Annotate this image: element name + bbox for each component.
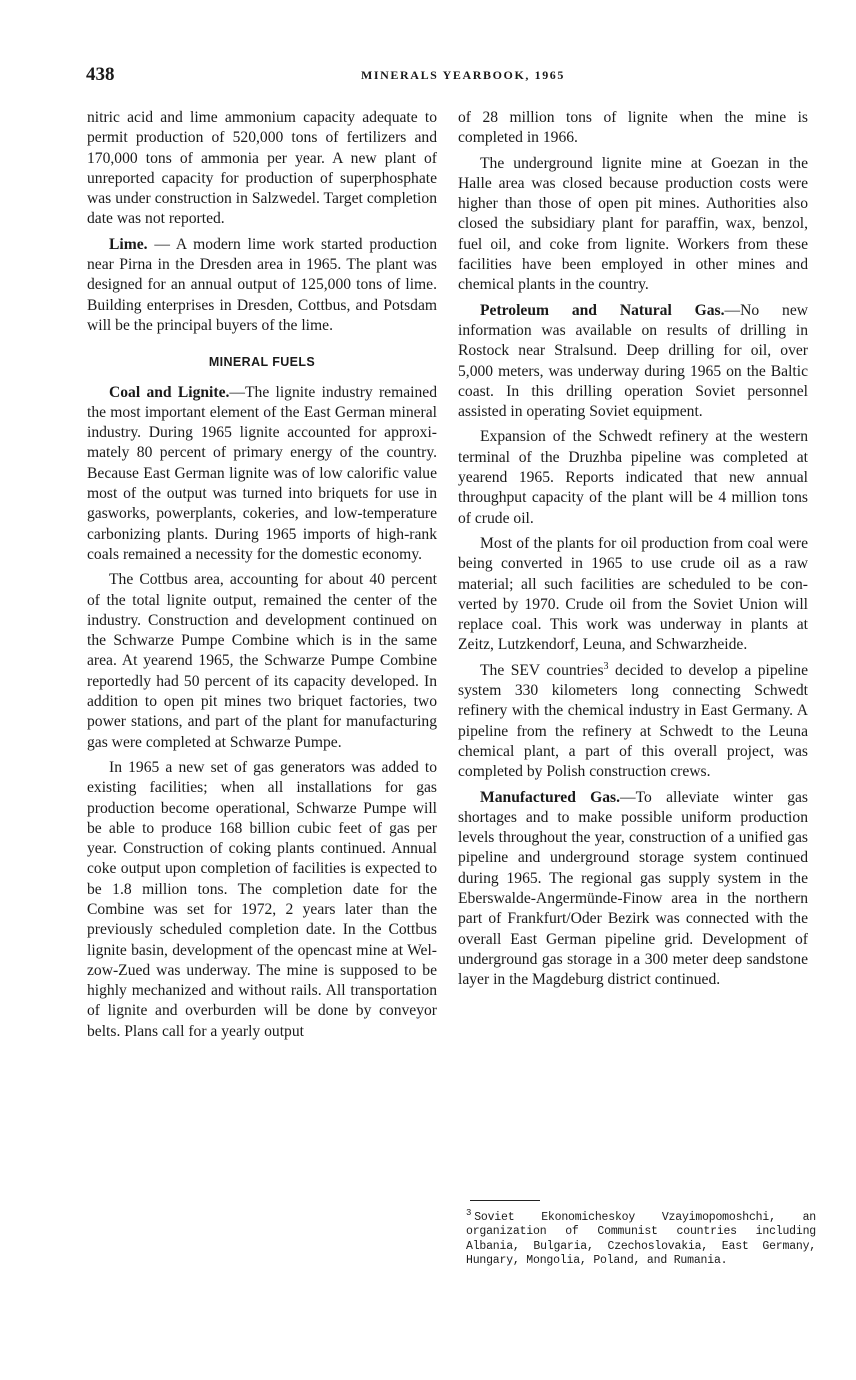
paragraph-text: —No new information was available on results of drilling in Rostock near Stralsund. Deep drilling for oil, over 5,000 meters, was underway during 1965 on the Baltic coast. In this drilling operation Soviet personnel assisted in operating Soviet equipment. xyxy=(458,301,809,421)
run-in-heading-petroleum: Petroleum and Natural Gas. xyxy=(480,301,725,319)
paragraph: The Cottbus area, accounting for about 40 percent of the total lignite output, remained the center of the industry. Construction and development continued on the Schwarze Pumpe Combine which is in the same area. At yearend 1965, the Schwarze Pumpe Combine reportedly had 50 percent of its capacity developed. In addition to open pit mines two briquet factories, two power stations, and part of the plant for manufacturing gas were completed at Schwarze Pumpe. xyxy=(87,571,437,751)
paragraph: The underground lignite mine at Goezan in the Halle area was closed because production costs were higher than those of open pit mines. Authorities also closed the subsidiary plant for paraffin, wax, benzol, fuel oil, and coke from lignite. Workers from these facilities have been employed in other mines and chemical plants in the country. xyxy=(458,154,808,294)
paragraph-text: — A modern lime work started production near Pirna in the Dresden area in 1965. The plant was designed for an annual output of 125,000 tons of lime. Building enterprises in Dresden, Cottbus, and Potsdam will be the principal buyers of the lime. xyxy=(87,235,437,334)
footnote-text: Soviet Ekonomicheskoy Vzayimopomoshchi, an organization of Communist countries including Albania, Bulgaria, Czechoslovakia, East Germany, Hungary, Mongolia, Poland, and Rumania. xyxy=(466,1210,816,1268)
run-in-heading-manufactured-gas: Manufactured Gas. xyxy=(480,788,621,806)
paragraph-manufactured-gas xyxy=(458,788,808,991)
paragraph-lime xyxy=(87,235,437,336)
paragraph-coal-lignite xyxy=(87,383,437,566)
page-number: 438 xyxy=(86,64,115,85)
running-title: MINERALS YEARBOOK, 1965 xyxy=(360,68,566,82)
paragraph-text: —The lignite industry remained the most important element of the East German mineral industry. During 1965 lignite accounted for approximately 80 percent of primary energy of the country. Because East German lignite was of low calorific value most of the output was turned into briquets for use in gasworks, powerplants, cokeries, and low-temperature carbonizing plants. During 1965 imports of high-rank coals remained a necessity for the domestic economy. xyxy=(87,383,437,563)
paragraph-petroleum xyxy=(458,301,808,423)
paragraph: Most of the plants for oil production from coal were being converted in 1965 to use crude oil as a raw material; all such facilities are scheduled to be converted by 1970. Crude oil from the Soviet Union will replace coal. This work was underway in plants at Zeitz, Lutzkendorf, Leuna, and Schwarzheide. xyxy=(458,534,808,654)
footnote-mark: 3 xyxy=(466,1208,472,1218)
paragraph-text: decided to develop a pipeline system 330 kilometers long connecting Schwedt refinery with the chemical industry in East Germany. A pipeline from the refinery at Schwedt to the Leuna chemical plant, a part of this overall project, was completed by Polish construction crews. xyxy=(458,661,808,781)
run-in-heading-coal-lignite: Coal and Lignite. xyxy=(109,383,230,401)
paragraph: of 28 million tons of lignite when the mine is completed in 1966. xyxy=(458,109,808,147)
section-heading-mineral-fuels: MINERAL FUELS xyxy=(208,355,316,370)
footnote-divider xyxy=(470,1200,540,1201)
run-in-heading-lime: Lime. xyxy=(109,235,148,253)
paragraph-sev xyxy=(458,661,808,783)
paragraph: nitric acid and lime ammonium capacity adequate to permit production of 520,000 tons of fertilizers and 170,000 tons of ammonia per year. A new plant of unreported capacity for production of superphosphate was under construction in Salzwedel. Target completion date was not reported. xyxy=(87,109,437,228)
page-header xyxy=(86,64,840,90)
paragraph-text: —To alleviate winter gas shortages and to make possible uniform production levels throughout the year, construction of a unified gas pipeline and underground storage system continued during 1965. The regional gas supply system in the Eberswalde-Angermünde-Finow area in the northern part of Frankfurt/Oder Bezirk was connected with the overall East German pipeline grid. Development of underground gas storage in a 300 meter deep sandstone layer in the Magdeburg district continued. xyxy=(458,788,808,989)
left-column xyxy=(87,108,437,1047)
paragraph: Expansion of the Schwedt refinery at the western terminal of the Druzhba pipeline was completed at yearend 1965. Reports indicated that new annual throughput capacity of the plant will be 4 million tons of crude oil. xyxy=(458,428,808,527)
paragraph-text: The SEV countries xyxy=(480,661,604,679)
footnote-reference[interactable]: 3 xyxy=(603,660,609,672)
footnote xyxy=(466,1206,816,1269)
paragraph: In 1965 a new set of gas generators was added to existing facilities; when all installations for gas production become operational, Schwarze Pumpe will be able to produce 168 billion cubic feet of gas per year. Construction of coking plants continued. Annual coke output upon completion of facilities is expected to be 1.8 million tons. The completion date for the Combine was set for 1972, 2 years later than the previously scheduled completion date. In the Cottbus lignite basin, development of the opencast mine at Welzow-Zued was underway. The mine is supposed to be highly mechanized and without rails. All transportation of lignite and overburden will be done by conveyor belts. Plans call for a yearly output xyxy=(87,758,437,1040)
right-column xyxy=(458,108,808,995)
